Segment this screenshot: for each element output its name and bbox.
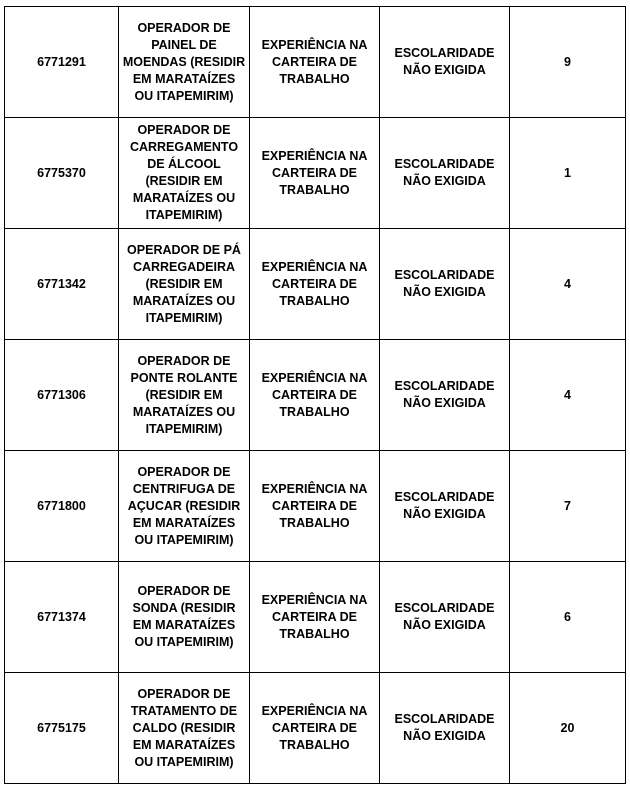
occupation-title-cell: OPERADOR DE CENTRIFUGA DE AÇUCAR (RESIDIR EM MARATAÍZES OU ITAPEMIRIM) [119,451,250,562]
table-row [5,229,626,340]
occupation-code-cell: 6771306 [5,340,119,451]
experience-requirement-cell: EXPERIÊNCIA NA CARTEIRA DE TRABALHO [250,562,380,673]
schooling-requirement-cell: ESCOLARIDADE NÃO EXIGIDA [380,340,510,451]
schooling-requirement-cell: ESCOLARIDADE NÃO EXIGIDA [380,673,510,784]
schooling-requirement-cell: ESCOLARIDADE NÃO EXIGIDA [380,118,510,229]
schooling-requirement-cell: ESCOLARIDADE NÃO EXIGIDA [380,451,510,562]
occupation-code-cell: 6771800 [5,451,119,562]
experience-requirement-cell: EXPERIÊNCIA NA CARTEIRA DE TRABALHO [250,7,380,118]
table-row [5,118,626,229]
experience-requirement-cell: EXPERIÊNCIA NA CARTEIRA DE TRABALHO [250,229,380,340]
table-row [5,7,626,118]
schooling-requirement-cell: ESCOLARIDADE NÃO EXIGIDA [380,7,510,118]
schooling-requirement-cell: ESCOLARIDADE NÃO EXIGIDA [380,229,510,340]
occupation-code-cell: 6771291 [5,7,119,118]
table-row [5,340,626,451]
vacancy-count-cell: 4 [510,229,626,340]
vacancy-count-cell: 4 [510,340,626,451]
vacancy-count-cell: 20 [510,673,626,784]
job-vacancies-table [4,6,626,784]
vacancy-count-cell: 9 [510,7,626,118]
table-row [5,562,626,673]
occupation-code-cell: 6775175 [5,673,119,784]
vacancy-count-cell: 6 [510,562,626,673]
table-row [5,673,626,784]
experience-requirement-cell: EXPERIÊNCIA NA CARTEIRA DE TRABALHO [250,451,380,562]
occupation-title-cell: OPERADOR DE PONTE ROLANTE (RESIDIR EM MARATAÍZES OU ITAPEMIRIM) [119,340,250,451]
occupation-title-cell: OPERADOR DE TRATAMENTO DE CALDO (RESIDIR EM MARATAÍZES OU ITAPEMIRIM) [119,673,250,784]
experience-requirement-cell: EXPERIÊNCIA NA CARTEIRA DE TRABALHO [250,673,380,784]
experience-requirement-cell: EXPERIÊNCIA NA CARTEIRA DE TRABALHO [250,340,380,451]
occupation-code-cell: 6771374 [5,562,119,673]
occupation-title-cell: OPERADOR DE PAINEL DE MOENDAS (RESIDIR EM MARATAÍZES OU ITAPEMIRIM) [119,7,250,118]
occupation-title-cell: OPERADOR DE CARREGAMENTO DE ÁLCOOL (RESIDIR EM MARATAÍZES OU ITAPEMIRIM) [119,118,250,229]
vacancy-count-cell: 1 [510,118,626,229]
occupation-code-cell: 6771342 [5,229,119,340]
occupation-code-cell: 6775370 [5,118,119,229]
vacancy-count-cell: 7 [510,451,626,562]
table-row [5,451,626,562]
occupation-title-cell: OPERADOR DE SONDA (RESIDIR EM MARATAÍZES OU ITAPEMIRIM) [119,562,250,673]
occupation-title-cell: OPERADOR DE PÁ CARREGADEIRA (RESIDIR EM MARATAÍZES OU ITAPEMIRIM) [119,229,250,340]
experience-requirement-cell: EXPERIÊNCIA NA CARTEIRA DE TRABALHO [250,118,380,229]
schooling-requirement-cell: ESCOLARIDADE NÃO EXIGIDA [380,562,510,673]
